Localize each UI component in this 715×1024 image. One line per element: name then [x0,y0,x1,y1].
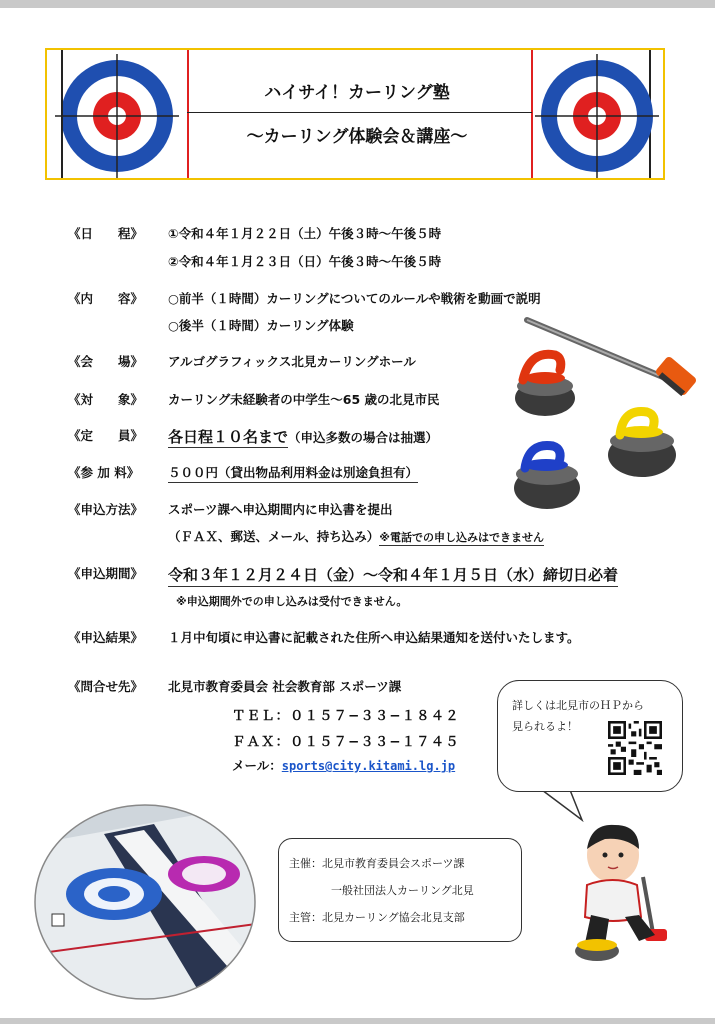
yellow-stone-icon [608,411,676,477]
curling-equipment-illustration [505,310,705,515]
tel: ＴＥＬ：０１５７−３３−１８４２ [232,708,460,724]
red-stone-icon [515,354,575,416]
method-note: ※電話での申し込みはできません [379,531,544,544]
capacity-main: 各日程１０名まで [168,428,289,446]
content-2: ○後半（１時間）カーリング体験 [168,318,354,333]
period-label: 《申込期間》 [68,566,144,581]
fee: ５００円（貸出物品利用料金は別途負担有） [168,463,418,483]
organizers-box [278,838,522,942]
info-bubble [497,680,683,792]
mail-label: メール： [232,758,282,773]
period: 令和３年１２月２４日（金）〜令和４年１月５日（水）締切日必着 [168,564,618,587]
hog-line [531,50,533,178]
content-label: 《内 容》 [68,291,144,306]
period-note: ※申込期間外での申し込みは受付できません。 [176,595,408,608]
mail-link[interactable]: sports@city.kitami.lg.jp [281,759,456,773]
bubble-line-1: 詳しくは北見市のＨＰから [512,699,644,712]
qr-code-icon[interactable] [608,721,662,775]
venue: アルゴグラフィックス北見カーリングホール [168,354,416,369]
organizer-line-2: 一般社団法人カーリング北見 [331,884,474,897]
page-edge-top [0,0,715,8]
venue-label: 《会 場》 [68,354,144,369]
capacity-note: （申込多数の場合は抽選） [288,430,439,445]
bubble-line-2: 見られるよ！ [512,720,578,733]
date-2: ②令和４年１月２３日（日）午後３時〜午後５時 [168,254,442,269]
target: カーリング未経験者の中学生〜65 歳の北見市民 [168,392,440,407]
organizer-line-3: 主管：北見カーリング協会北見支部 [289,911,465,924]
target-label: 《対 象》 [68,392,144,407]
method-1: スポーツ課へ申込期間内に申込書を提出 [168,502,393,517]
date-label: 《日 程》 [68,226,144,241]
organizer-line-1: 主催：北見市教育委員会スポーツ課 [289,857,465,870]
mail-row [232,756,455,774]
contact-label: 《問合せ先》 [68,679,144,694]
fax: ＦＡＸ：０１５７−３３−１７４５ [232,734,460,750]
header-banner [45,48,665,180]
curling-house-icon [535,54,659,178]
curling-player-illustration [565,815,680,965]
curling-sheet-photo [34,804,256,1000]
hog-line [187,50,189,178]
curling-house-icon [55,54,179,178]
contact-org: 北見市教育委員会 社会教育部 スポーツ課 [168,679,402,694]
result: １月中旬頃に申込書に記載された住所へ申込結果通知を送付いたします。 [168,630,580,645]
blue-stone-icon [514,445,580,509]
method-2: （ＦＡＸ、郵送、メール、持ち込み） [168,529,380,544]
content-1: ○前半（１時間）カーリングについてのルールや戦術を動画で説明 [168,291,541,306]
page-edge-bottom [0,1018,715,1024]
method-label: 《申込方法》 [68,502,144,517]
sheet-line [61,50,63,178]
capacity-label: 《定 員》 [68,428,144,443]
center-line [187,112,532,113]
fee-label: 《参 加 料》 [68,465,140,480]
result-label: 《申込結果》 [68,630,144,645]
date-1: ①令和４年１月２２日（土）午後３時〜午後５時 [168,226,442,241]
event-subtitle: 〜カーリング体験会＆講座〜 [246,127,468,147]
event-title: ハイサイ！カーリング塾 [264,83,450,103]
